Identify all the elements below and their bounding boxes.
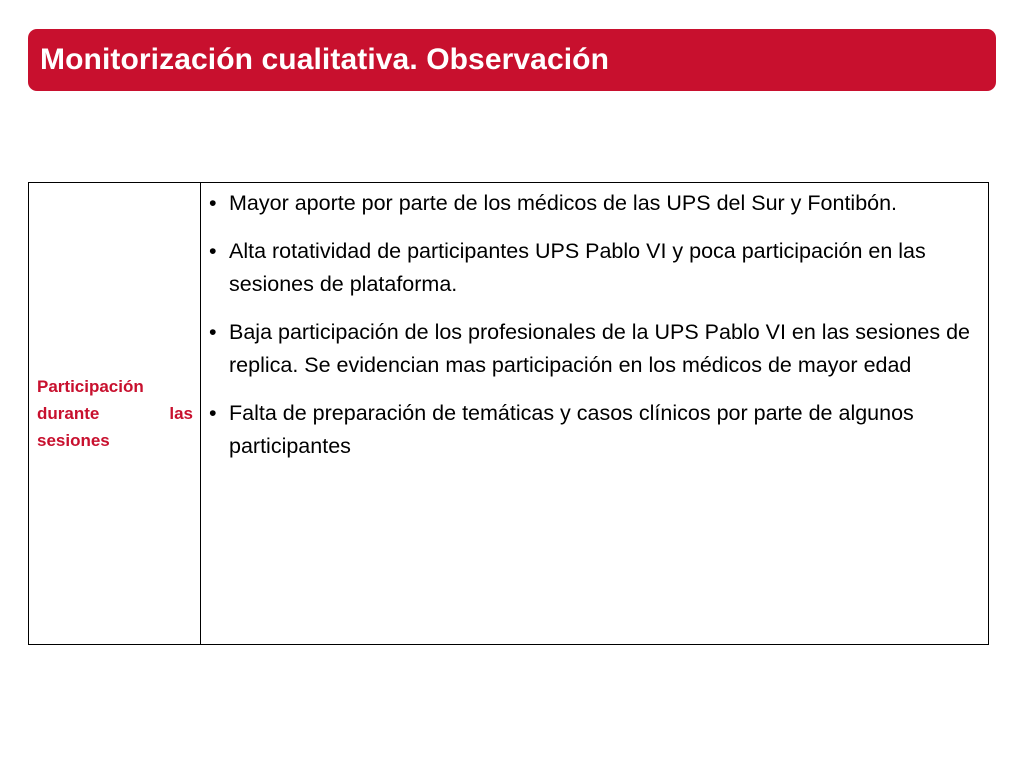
list-item-text: Falta de preparación de temáticas y casos clínicos por parte de algunos participantes: [229, 401, 914, 458]
row-label: Participación durante las sesiones: [37, 377, 193, 450]
bullets-cell: [201, 183, 989, 645]
row-label-cell: [29, 183, 201, 645]
title-bar: [28, 29, 996, 91]
list-item-text: Mayor aporte por parte de los médicos de las UPS del Sur y Fontibón.: [229, 191, 898, 215]
list-item: [209, 397, 982, 463]
bullet-icon: •: [209, 191, 217, 215]
table-row: [29, 183, 989, 645]
list-item-text: Alta rotatividad de participantes UPS Pablo VI y poca participación en las sesiones de plataforma.: [229, 239, 926, 296]
bullet-list: [201, 183, 988, 463]
bullet-icon: •: [209, 239, 217, 263]
list-item: [209, 235, 982, 301]
bullet-icon: •: [209, 320, 217, 344]
list-item: [209, 187, 982, 220]
slide-title: Monitorización cualitativa. Observación: [40, 43, 610, 76]
list-item-text: Baja participación de los profesionales de la UPS Pablo VI en las sesiones de replica. Se evidencian mas participación en los médicos de mayor edad: [229, 320, 971, 377]
list-item: [209, 316, 982, 382]
observation-table: [28, 182, 989, 645]
bullet-icon: •: [209, 401, 217, 425]
